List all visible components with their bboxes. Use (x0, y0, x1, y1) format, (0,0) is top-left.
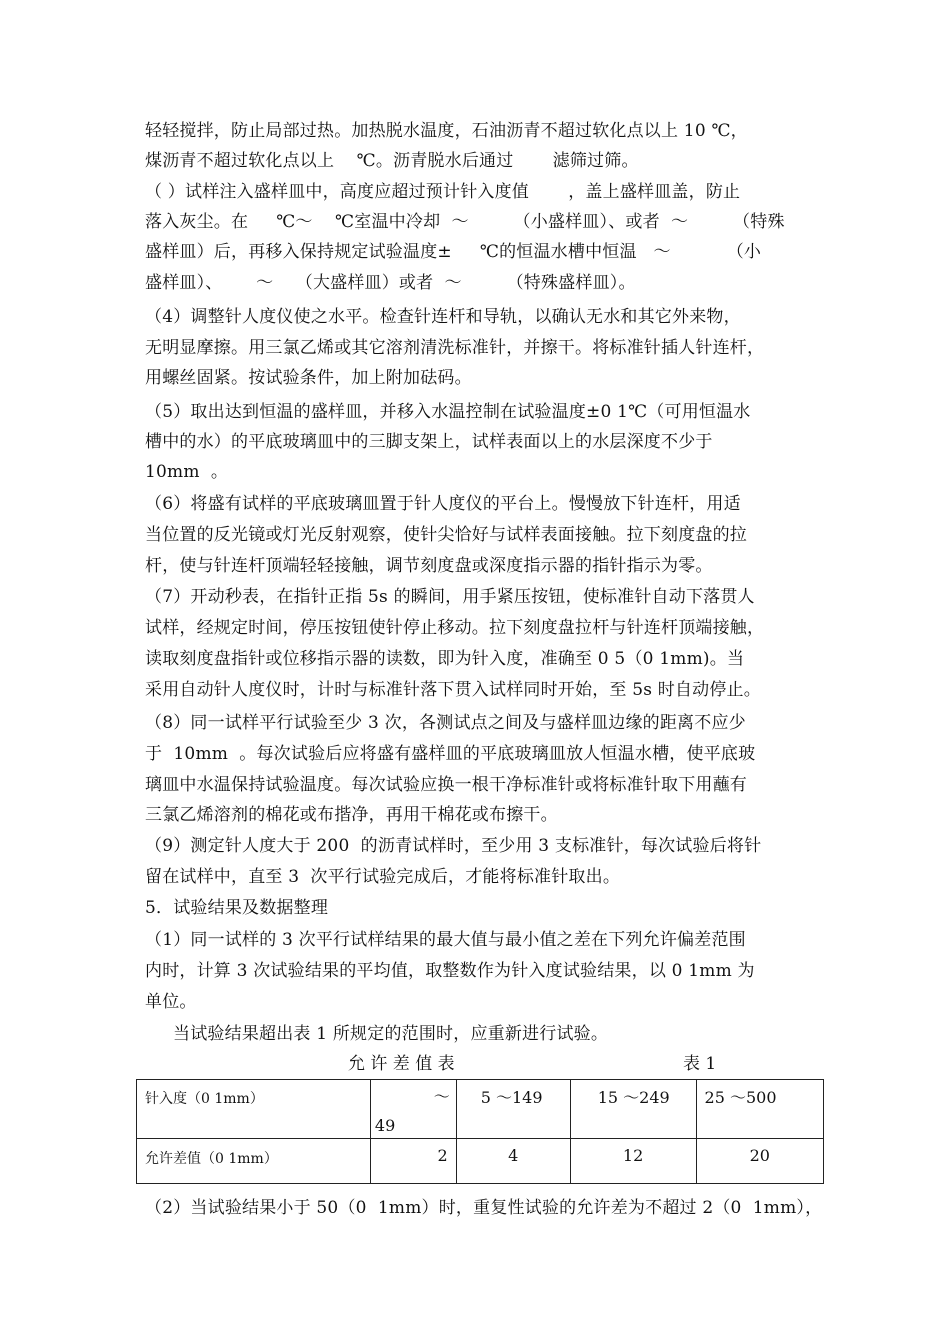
tolerance-table (136, 1079, 824, 1184)
table-cell (570, 1139, 696, 1184)
paragraph-line: 轻轻搅拌，防止局部过热。加热脱水温度，石油沥青不超过软化点以上 10 ℃， (145, 121, 748, 141)
paragraph-line: （4）调整针人度仪使之水平。检查针连杆和导轨，以确认无水和其它外来物， (145, 307, 741, 327)
table-header-cell (137, 1139, 371, 1184)
table-header-cell (137, 1080, 371, 1139)
table-cell (696, 1080, 823, 1139)
table-row (137, 1139, 824, 1184)
paragraph-line: 于 10mm 。每次试验后应将盛有盛样皿的平底玻璃皿放人恒温水槽，使平底玻 (145, 744, 756, 764)
paragraph-line: 试样，经规定时间，停压按钮使针停止移动。拉下刻度盘拉杆与针连杆顶端接触， (145, 618, 765, 638)
table-label: 表 1 (683, 1054, 717, 1074)
paragraph-line: 杆，使与针连杆顶端轻轻接触，调节刻度盘或深度指示器的指针指示为零。 (145, 556, 713, 576)
cell-content (371, 1080, 456, 1138)
row1-c3: 15 ～249 (597, 1088, 670, 1107)
paragraph-line: 读取刻度盘指针或位移指示器的读数，即为针入度，准确至 0 5（0 1mm)。当 (145, 649, 745, 669)
paragraph-line: 无明显摩擦。用三氯乙烯或其它溶剂清洗标准针，并擦干。将标准针插人针连杆， (145, 338, 765, 358)
paragraph-line: 落入灰尘。在 ℃～ ℃室温中冷却 ～ （小盛样皿）、或者 ～ （特殊 (145, 212, 785, 232)
section-heading: 5．试验结果及数据整理 (145, 898, 329, 918)
paragraph-line: （7）开动秒表，在指针正指 5s 的瞬间，用手紧压按钮，使标准针自动下落贯人 (145, 587, 755, 607)
paragraph-line: 当位置的反光镜或灯光反射观察，使针尖恰好与试样表面接触。拉下刻度盘的拉 (145, 525, 747, 545)
paragraph-line: 采用自动针人度仪时，计时与标准针落下贯入试样同时开始，至 5s 时自动停止。 (145, 680, 761, 700)
paragraph-line: 10mm 。 (145, 462, 229, 482)
table-cell (570, 1080, 696, 1139)
table-cell (456, 1080, 570, 1139)
paragraph-line: 留在试样中，直至 3 次平行试验完成后，才能将标准针取出。 (145, 867, 621, 887)
paragraph-line: 槽中的水）的平底玻璃皿中的三脚支架上，试样表面以上的水层深度不少于 (145, 432, 713, 452)
paragraph-line: 单位。 (145, 992, 197, 1012)
paragraph-line: （5）取出达到恒温的盛样皿，并移入水温控制在试验温度±0 1℃（可用恒温水 (145, 402, 751, 422)
table-cell (696, 1139, 823, 1184)
row2-c3: 12 (622, 1146, 644, 1165)
row1-c4: 25 ～500 (704, 1088, 777, 1107)
paragraph-line: （9）测定针人度大于 200 的沥青试样时，至少用 3 支标准针，每次试验后将针 (145, 836, 762, 856)
row2-c4: 20 (749, 1146, 770, 1165)
paragraph-line: （ ）试样注入盛样皿中，高度应超过预计针入度值 ，盖上盛样皿盖，防止 (145, 182, 741, 202)
table-cell (370, 1080, 456, 1139)
row1-header: 针入度（0 1mm） (145, 1091, 264, 1107)
table-row (137, 1080, 824, 1139)
table-title: 允 许 差 值 表 (348, 1054, 455, 1074)
row1-c2: 5 ～149 (480, 1088, 543, 1107)
paragraph-line: 三氯乙烯溶剂的棉花或布揩净，再用干棉花或布擦干。 (145, 805, 558, 825)
paragraph-line: 煤沥青不超过软化点以上 ℃。沥青脱水后通过 滤筛过筛。 (145, 151, 639, 171)
paragraph-line: 盛样皿）后，再移入保持规定试验温度± ℃的恒温水槽中恒温 ～ （小 (145, 242, 762, 262)
paragraph-line: 用螺丝固紧。按试验条件，加上附加砝码。 (145, 368, 472, 388)
row2-c1: 2 (437, 1146, 448, 1165)
paragraph-line: （1）同一试样的 3 次平行试样结果的最大值与最小值之差在下列允许偏差范围 (145, 930, 746, 950)
table-cell (456, 1139, 570, 1184)
paragraph-line: 盛样皿）、 ～ （大盛样皿）或者 ～ （特殊盛样皿）。 (145, 273, 636, 293)
paragraph-line: 当试验结果超出表 1 所规定的范围时，应重新进行试验。 (145, 1024, 609, 1044)
paragraph-line: （8）同一试样平行试验至少 3 次，各测试点之间及与盛样皿边缘的距离不应少 (145, 713, 746, 733)
row1-c1-bottom: 49 (374, 1116, 396, 1135)
table-cell (370, 1139, 456, 1184)
paragraph-line: 内时，计算 3 次试验结果的平均值，取整数作为针入度试验结果，以 0 1mm 为 (145, 961, 755, 981)
paragraph-line: （2）当试验结果小于 50（0 1mm）时，重复性试验的允许差为不超过 2（0 1mm）， (145, 1198, 823, 1218)
paragraph-line: （6）将盛有试样的平底玻璃皿置于针人度仪的平台上。慢慢放下针连杆，用适 (145, 494, 741, 514)
row2-header: 允许差值（0 1mm） (145, 1151, 278, 1167)
row1-c1-top: ～ (433, 1087, 450, 1106)
paragraph-line: 璃皿中水温保持试验温度。每次试验应换一根干净标准针或将标准针取下用蘸有 (145, 775, 747, 795)
row2-c2: 4 (508, 1146, 519, 1165)
